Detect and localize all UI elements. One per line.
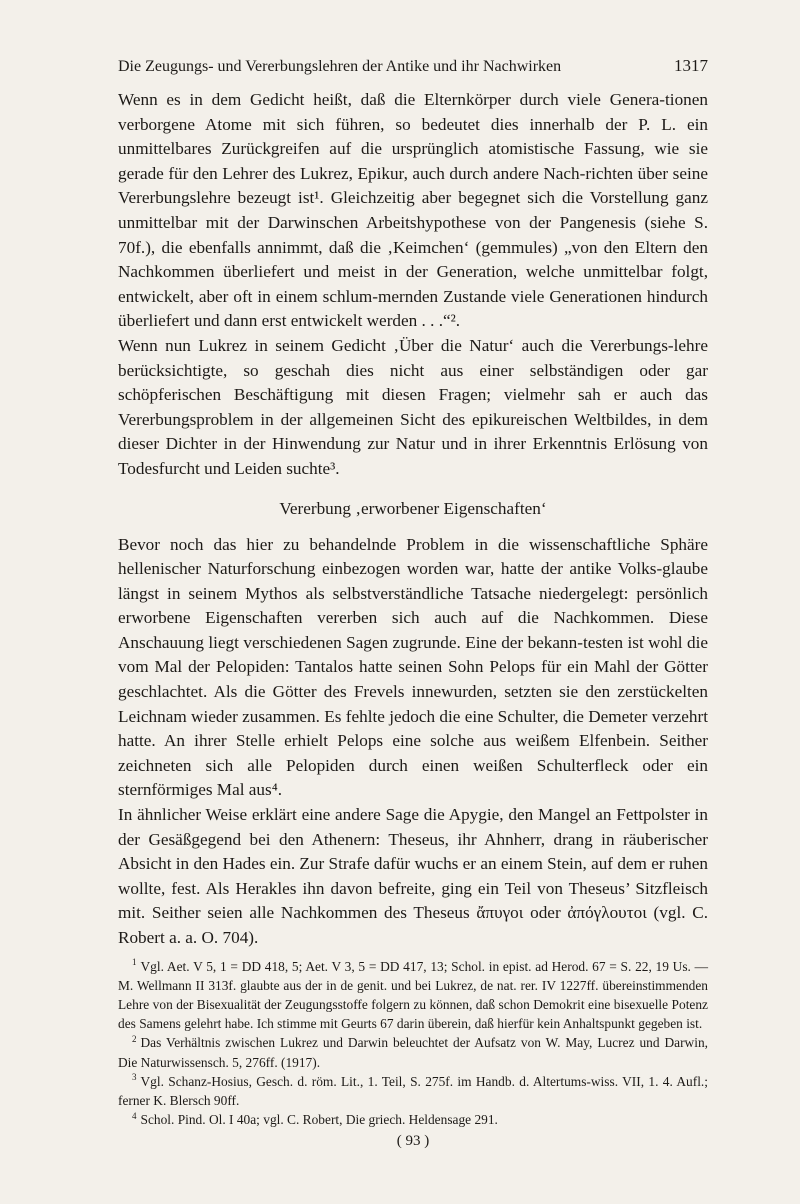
footnote-text: Das Verhältnis zwischen Lukrez und Darwin beleuchtet der Aufsatz von W. May, Lucrez und Darwin, Die Naturwissensch. 5, 276ff. (1917).: [118, 1035, 708, 1070]
page-footer: ( 93 ): [396, 1133, 430, 1150]
section-heading: Vererbung ‚erworbener Eigenschaften‘: [279, 498, 547, 518]
page-number: 1317: [674, 56, 708, 75]
footnote: [118, 1033, 708, 1071]
footnote: [118, 957, 708, 1034]
running-title: Die Zeugungs- und Vererbungslehren der Antike und ihr Nachwirken: [118, 58, 562, 75]
footnote: [118, 1110, 708, 1129]
footnotes: [118, 957, 708, 1130]
paragraph: Wenn nun Lukrez in seinem Gedicht ‚Über die Natur‘ auch die Vererbungs-lehre berücksichtigte, so geschah dies nicht aus einer selbständigen oder gar schöpferischen Beschäftigung mit diesen Fragen; vielmehr sah er auch das Vererbungsproblem in der allgemeinen Sicht des epikureischen Weltbildes, in dem dieser Dichter in der Hinwendung zur Natur und in ihrer Erkenntnis Erlösung von Todesfurcht und Leiden suchte³.: [118, 335, 708, 478]
footnote-text: Vgl. Aet. V 5, 1 = DD 418, 5; Aet. V 3, 5 = DD 417, 13; Schol. in epist. ad Herod. 67 = S. 22, 19 Us. — M. Wellmann II 313f. glaubte aus der in de genit. und bei Lukrez, de nat. rer. IV 1227ff. übereinstimmenden Lehre von der Bisexualität der Zeugungsstoffe folgern zu können, daß schon Demokrit eine bisexuelle Potenz des Samens gelehrt habe. Ich stimme mit Geurts 67 darin überein, daß hierfür kein Anhaltspunkt gegeben ist.: [118, 958, 708, 1032]
footnote-text: Vgl. Schanz-Hosius, Gesch. d. röm. Lit., 1. Teil, S. 275f. im Handb. d. Altertums-wiss. VII, 1. 4. Aufl.; ferner K. Blersch 90ff.: [118, 1073, 708, 1109]
page: [118, 55, 708, 1150]
footnote-text: Schol. Pind. Ol. I 40a; vgl. C. Robert, Die griech. Heldensage 291.: [140, 1112, 498, 1128]
footnote-number: 4: [132, 1110, 137, 1121]
footnote-number: 2: [132, 1033, 137, 1044]
paragraph: Bevor noch das hier zu behandelnde Problem in die wissenschaftliche Sphäre hellenischer Naturforschung einbezogen worden war, hatte der antike Volks-glaube längst in seinem Mythos als selbstverständliche Tatsache niedergelegt: persönlich erworbene Eigenschaften vererben sich auch auf die Nachkommen. Diese Anschauung liegt verschiedenen Sagen zugrunde. Eine der bekann-testen ist wohl die vom Mal der Pelopiden: Tantalos hatte seinen Sohn Pelops für ein Mahl der Götter geschlachtet. Als die Götter des Frevels innewurden, setzten sie den zerstückelten Leichnam wieder zusammen. Es fehlte jedoch die eine Schulter, die Demeter verzehrt hatte. An ihrer Stelle erhielt Pelops eine solche aus weißem Elfenbein. Seither zeichneten sich alle Pelopiden durch einen weißen Schulterfleck oder ein sternförmiges Mal aus⁴.: [118, 534, 708, 800]
running-header: [118, 55, 708, 78]
main-text: [118, 88, 708, 951]
paragraph: Wenn es in dem Gedicht heißt, daß die Elternkörper durch viele Genera-tionen verborgene Atome mit sich führen, so bedeutet dies innerhalb der P. L. ein unmittelbares Zurückgreifen auf die ursprünglich atomistische Fassung, wie sie gerade für den Lehrer des Lukrez, Epikur, auch durch andere Nach-richten über seine Vererbungslehre bezeugt ist¹. Gleichzeitig aber begegnet sich die Vorstellung ganz unmittelbar mit der Darwinschen Arbeitshypothese von der Pangenesis (siehe S. 70f.), die ebenfalls annimmt, daß die ‚Keimchen‘ (gemmules) „von den Eltern den Nachkommen überliefert und meist in der Generation, welche unmittelbar folgt, entwickelt, aber oft in einem schlum-mernden Zustande viele Generationen hindurch überliefert und dann erst entwickelt werden . . .“².: [118, 90, 708, 331]
footnote-number: 3: [132, 1072, 137, 1083]
paragraph: In ähnlicher Weise erklärt eine andere Sage die Apygie, den Mangel an Fettpolster in der Gesäßgegend bei den Athenern: Theseus, ihr Ahnherr, drang in räuberischer Absicht in den Hades ein. Zur Strafe dafür wuchs er an einem Stein, auf dem er ruhen wollte, fest. Als Herakles ihn davon befreite, ging ein Teil von Theseus’ Sitzfleisch mit. Seither seien alle Nachkommen des Theseus ἄπυγοι oder ἀπόγλουτοι (vgl. C. Robert a. a. O. 704).: [118, 805, 708, 947]
footnote-number: 1: [132, 957, 137, 968]
footnote: [118, 1072, 708, 1110]
